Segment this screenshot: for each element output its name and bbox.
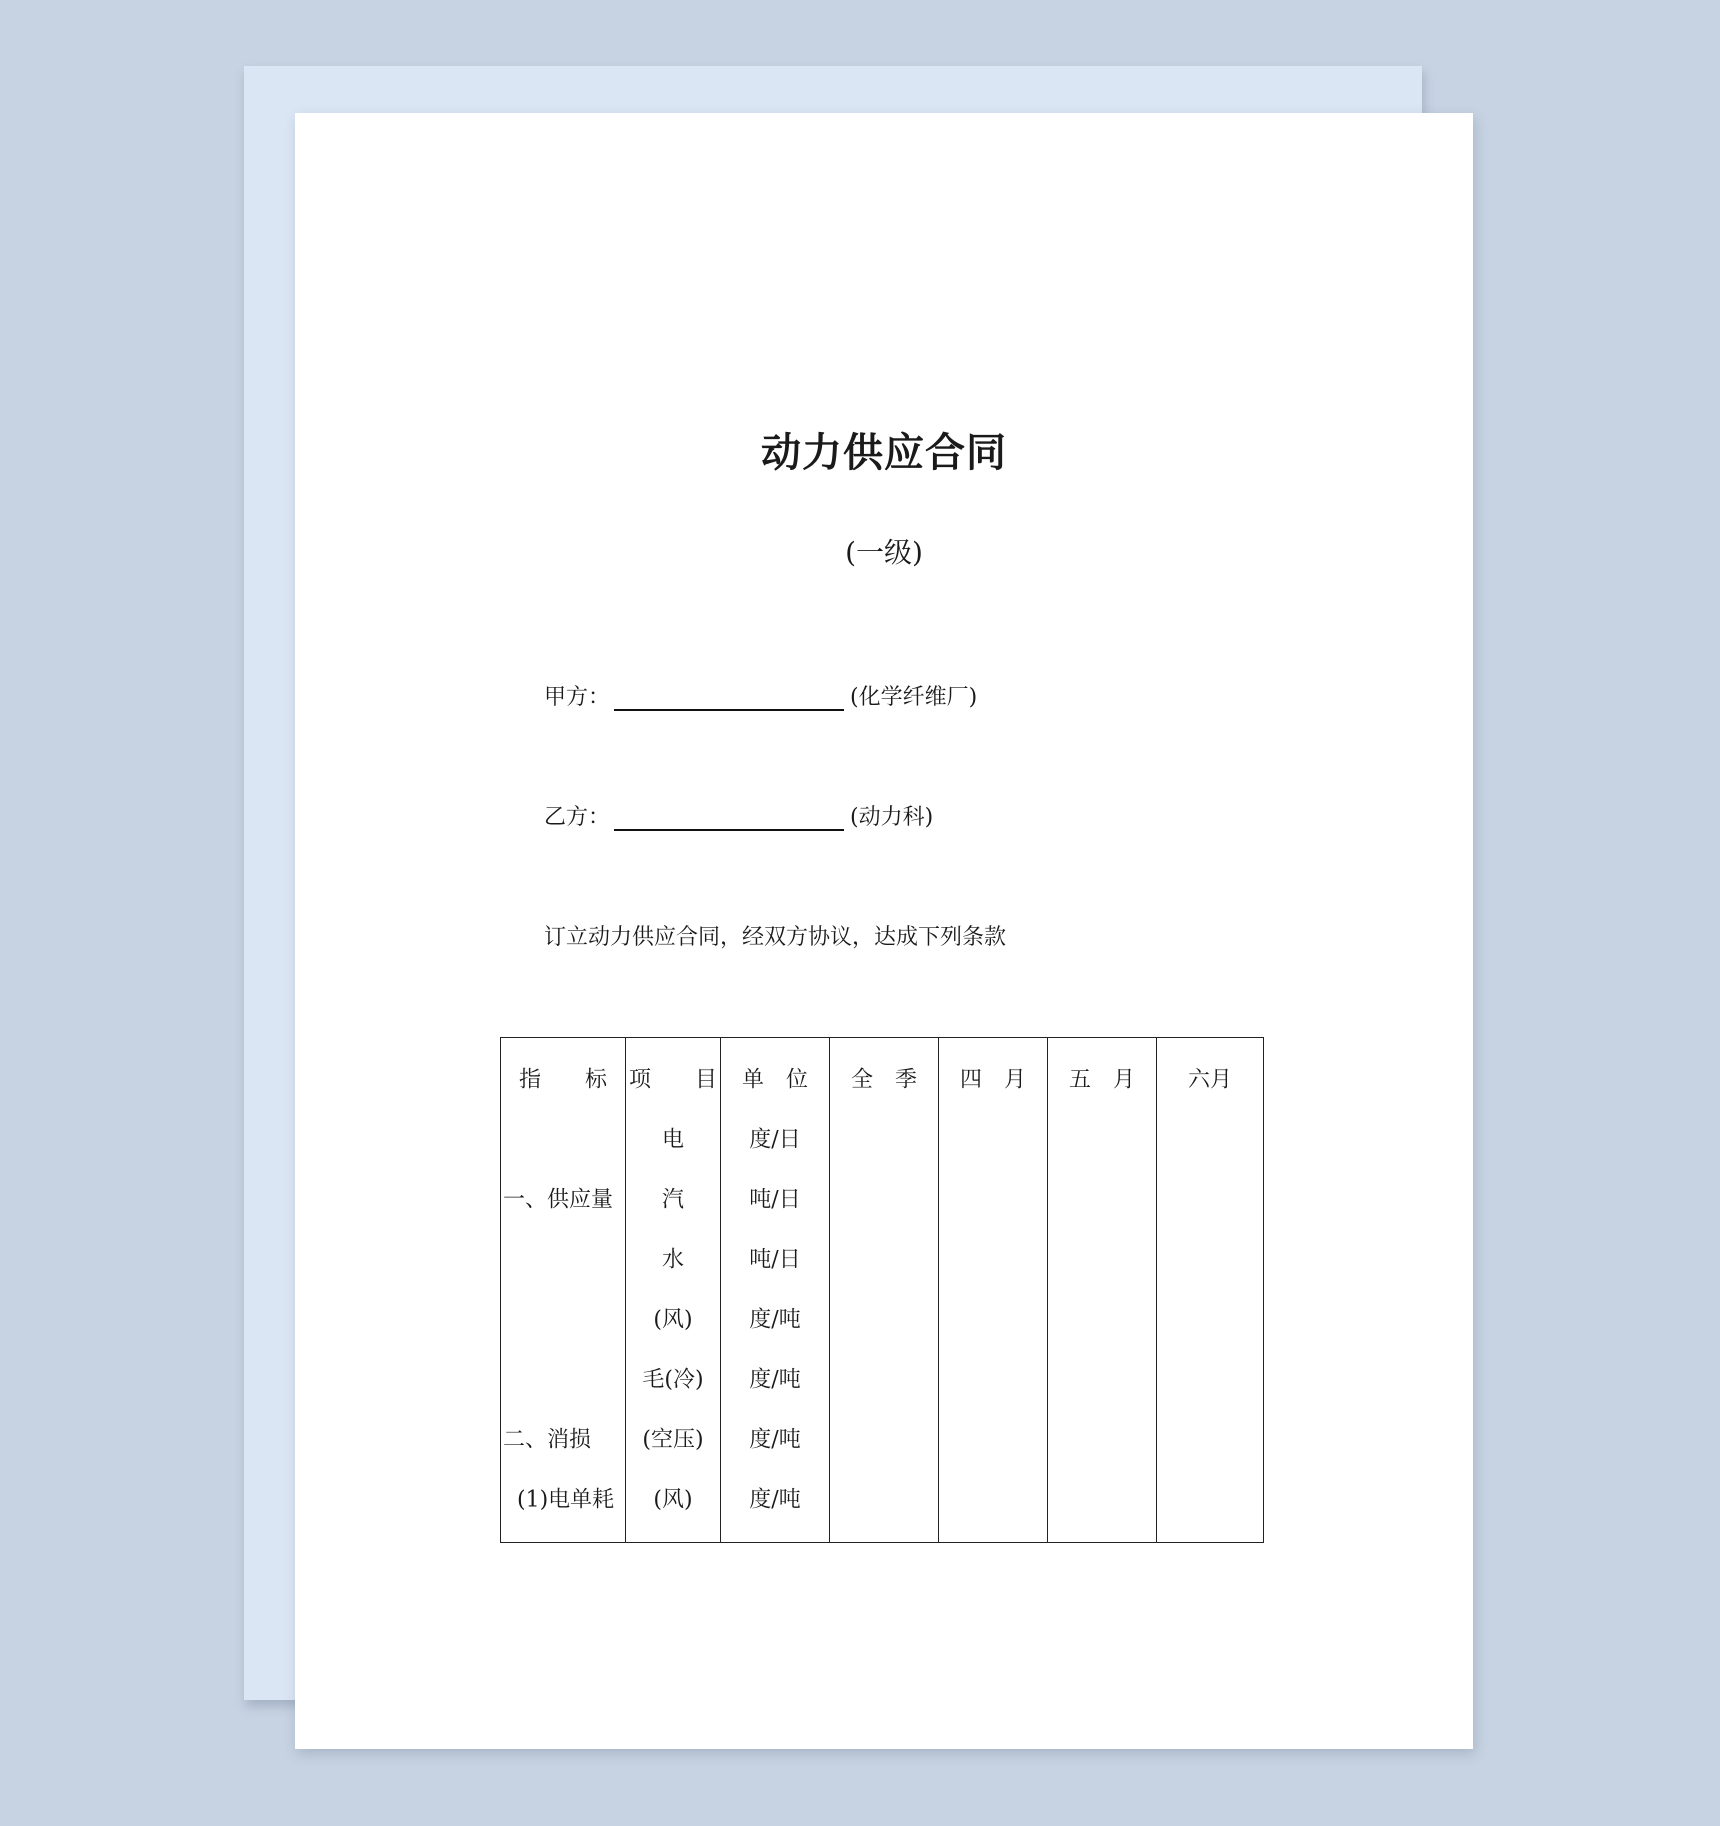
row-unit: 度/日 [749,1127,801,1153]
row-item: 毛(冷) [642,1367,704,1393]
supply-table [500,1037,1264,1543]
intro-text: 订立动力供应合同，经双方协议，达成下列条款 [544,925,1007,950]
row-item: 汽 [661,1187,685,1213]
party-b-line [544,800,933,831]
row-indicator: 二、消损 [503,1427,592,1453]
row-unit: 度/吨 [749,1487,801,1513]
header-may: 五 月 [1068,1067,1136,1093]
header-april: 四 月 [959,1067,1027,1093]
header-june: 六月 [1187,1067,1233,1093]
party-a-blank [614,685,844,711]
row-item: (风) [653,1487,693,1513]
row-unit: 吨/日 [749,1247,801,1273]
column-divider [720,1038,721,1542]
party-a-label: 甲方： [544,685,611,710]
row-unit: 吨/日 [749,1187,801,1213]
header-quarter: 全 季 [850,1067,918,1093]
header-indicator: 指 标 [518,1067,608,1093]
row-indicator: (1)电单耗 [517,1487,615,1513]
party-a-note: (化学纤维厂) [850,685,978,710]
header-unit: 单 位 [741,1067,809,1093]
document-subtitle: (一级) [845,536,923,569]
row-item: 水 [661,1247,685,1273]
column-divider [829,1038,830,1542]
column-divider [625,1038,626,1542]
party-a-line [544,680,977,711]
column-divider [938,1038,939,1542]
party-b-note: (动力科) [850,805,934,830]
row-indicator: 一、供应量 [503,1187,614,1213]
row-item: (风) [653,1307,693,1333]
row-item: (空压) [642,1427,704,1453]
party-b-blank [614,805,844,831]
party-b-label: 乙方： [544,805,611,830]
row-unit: 度/吨 [749,1427,801,1453]
row-item: 电 [661,1127,685,1153]
document-title: 动力供应合同 [761,430,1007,476]
row-unit: 度/吨 [749,1307,801,1333]
header-item: 项 目 [628,1067,718,1093]
column-divider [1047,1038,1048,1542]
column-divider [1156,1038,1157,1542]
row-unit: 度/吨 [749,1367,801,1393]
